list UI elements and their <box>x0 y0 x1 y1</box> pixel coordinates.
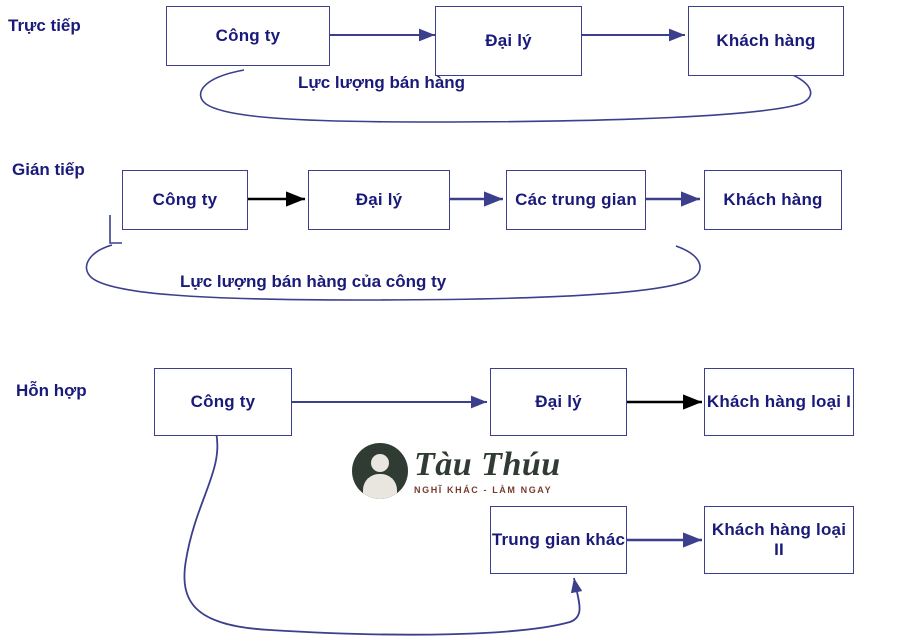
watermark-title: Tàu Thúu <box>414 445 561 483</box>
watermark-subtitle: NGHĨ KHÁC - LÀM NGAY <box>414 484 553 495</box>
node-company-mixed[interactable]: Công ty <box>154 368 292 436</box>
node-company-indirect[interactable]: Công ty <box>122 170 248 230</box>
flow-label-direct-sales-force: Lực lượng bán hàng <box>298 73 466 92</box>
node-customer-indirect[interactable]: Khách hàng <box>704 170 842 230</box>
tick-r2-company <box>110 215 122 243</box>
bracket-r1-sales-force <box>201 70 811 122</box>
node-customer-type-1[interactable]: Khách hàng loại I <box>704 368 854 436</box>
node-agent-indirect[interactable]: Đại lý <box>308 170 450 230</box>
node-other-intermediary[interactable]: Trung gian khác <box>490 506 627 574</box>
row-label-indirect: Gián tiếp <box>12 160 85 179</box>
node-company-direct[interactable]: Công ty <box>166 6 330 66</box>
flow-label-indirect-sales-force: Lực lượng bán hàng của công ty <box>180 272 447 291</box>
node-agent-direct[interactable]: Đại lý <box>435 6 582 76</box>
watermark <box>352 436 562 506</box>
node-customer-direct[interactable]: Khách hàng <box>688 6 844 76</box>
node-agent-mixed[interactable]: Đại lý <box>490 368 627 436</box>
watermark-avatar-icon <box>352 443 408 499</box>
node-customer-type-2[interactable]: Khách hàng loại II <box>704 506 854 574</box>
row-label-direct: Trực tiếp <box>8 16 81 35</box>
row-label-mixed: Hỗn hợp <box>16 381 87 400</box>
node-intermediaries-indirect[interactable]: Các trung gian <box>506 170 646 230</box>
watermark-text <box>414 445 561 495</box>
